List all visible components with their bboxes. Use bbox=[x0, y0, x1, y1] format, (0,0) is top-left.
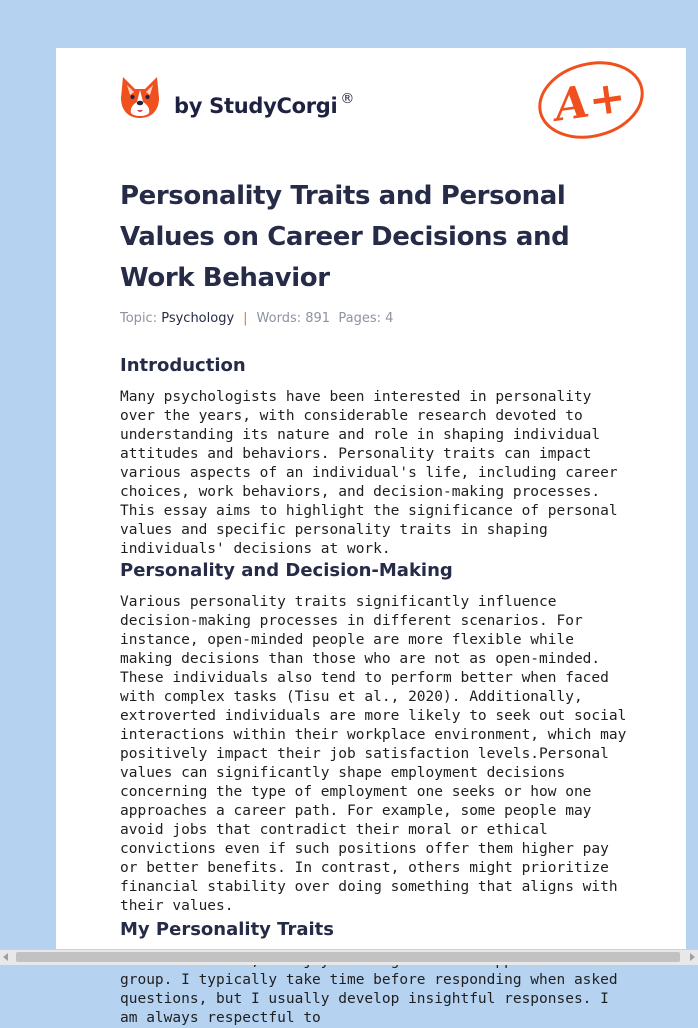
essay-content bbox=[120, 354, 635, 1028]
pages-value: 4 bbox=[385, 311, 394, 326]
topic-value-link[interactable]: Psychology bbox=[161, 311, 235, 326]
meta-separator: | bbox=[243, 311, 248, 326]
document-meta bbox=[120, 311, 393, 326]
words-value: 891 bbox=[305, 311, 331, 326]
horizontal-scrollbar[interactable] bbox=[0, 949, 698, 965]
scroll-left-arrow-icon[interactable] bbox=[3, 953, 8, 961]
grade-stamp-text: A+ bbox=[551, 71, 629, 132]
brand-header[interactable] bbox=[120, 76, 354, 124]
grade-stamp bbox=[536, 58, 648, 146]
section-body-my-personality-traits: group. I typically take time before responding when asked questions, but I usually develop insightful responses. I am always respectful to bbox=[120, 972, 618, 1026]
section-body-introduction: Many psychologists have been interested in personality over the years, with considerable research devoted to understanding its nature and role in shaping individual attitudes and behaviors. Personality traits can impact various aspects of an individual's life, including career choices, work behaviors, and decision-making processes. This essay aims to highlight the significance of personal values and specific personality traits in shaping individuals' decisions at work. bbox=[120, 389, 618, 557]
section-heading-my-personality-traits: My Personality Traits bbox=[120, 919, 334, 940]
scroll-right-arrow-icon[interactable] bbox=[690, 953, 695, 961]
section-heading-introduction: Introduction bbox=[120, 355, 246, 376]
page-title: Personality Traits and Personal Values on Career Decisions and Work Behavior bbox=[120, 181, 570, 293]
pages-label: Pages: bbox=[338, 311, 381, 326]
brand-name bbox=[174, 91, 354, 118]
document-page bbox=[56, 48, 686, 1026]
words-label: Words: bbox=[256, 311, 302, 326]
brand-name-text: by StudyCorgi bbox=[174, 93, 338, 118]
corgi-logo-icon bbox=[120, 76, 160, 124]
section-heading-personality-decision-making: Personality and Decision-Making bbox=[120, 560, 453, 581]
topic-label: Topic: bbox=[120, 311, 158, 326]
registered-mark: ® bbox=[340, 90, 355, 107]
scrollbar-thumb[interactable] bbox=[16, 952, 680, 962]
section-body-personality-decision-making: Various personality traits significantly influence decision-making processes in different scenarios. For instance, open-minded people are more flexible while making decisions than those who are not as open-minded. These individuals also tend to perform better when faced with complex tasks (Tisu et al., 2020). Additionally, extroverted individuals are more likely to seek out social interactions within their workplace environment, which may positively impact their job satisfaction levels.Personal values can significantly shape employment decisions concerning the type of employment one seeks or how one approaches a career path. For example, some people may avoid jobs that contradict their moral or ethical convictions even if such positions offer them higher pay or better benefits. In contrast, others might prioritize financial stability over doing something that aligns with their values. bbox=[120, 594, 627, 914]
